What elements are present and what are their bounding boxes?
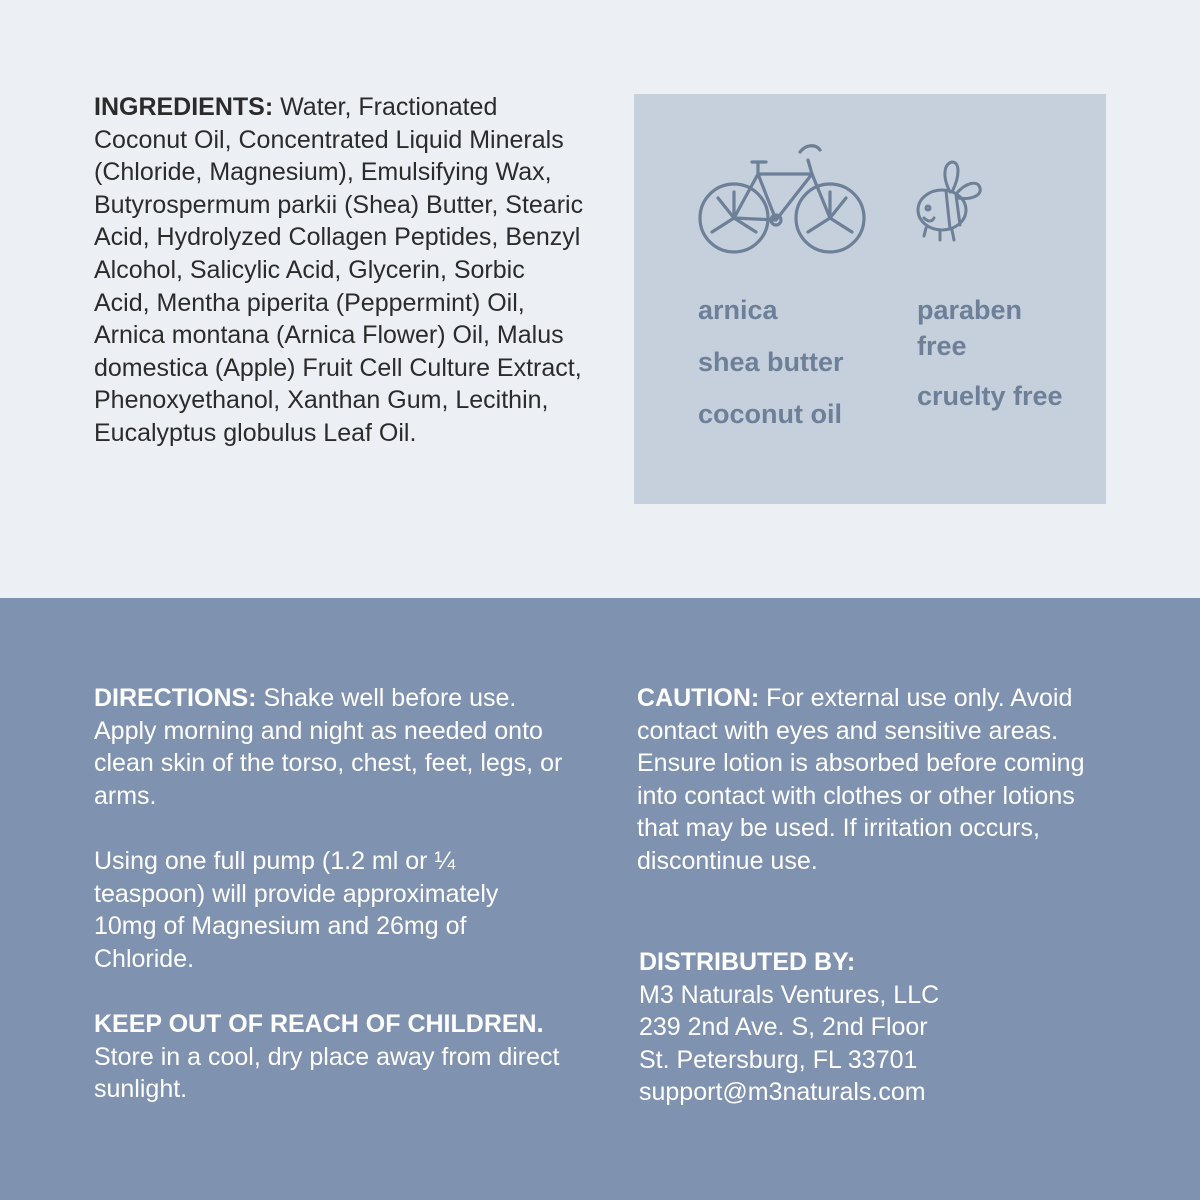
- keep-out-text: [94, 1008, 564, 1106]
- keep-out-heading: KEEP OUT OF REACH OF CHILDREN.: [94, 1010, 544, 1038]
- feature-shea-butter: shea butter: [698, 347, 844, 377]
- feature-cruelty-free: cruelty free: [917, 381, 1063, 411]
- distributor-block: [639, 946, 1119, 1109]
- distributor-name: M3 Naturals Ventures, LLC: [639, 980, 940, 1009]
- bicycle-icon: [696, 140, 868, 260]
- feature-arnica: arnica: [698, 295, 778, 325]
- ingredients-heading: INGREDIENTS:: [94, 93, 274, 121]
- keep-out-body: Store in a cool, dry place away from direct sunlight.: [94, 1042, 560, 1104]
- bee-icon: [912, 158, 986, 246]
- caution-text: [637, 682, 1117, 878]
- ingredients-panel: [0, 0, 1200, 598]
- distributor-email: support@m3naturals.com: [639, 1078, 926, 1107]
- ingredients-list: Water, Fractionated Coconut Oil, Concentrated Liquid Minerals (Chloride, Magnesium), Emulsifying Wax, Butyrospermum parkii (Shea) Butter, Stearic Acid, Hydrolyzed Collagen Peptides, Benzyl Alcohol, Salicylic Acid, Glycerin, Sorbic Acid, Mentha piperita (Peppermint) Oil, Arnica montana (Arnica Flower) Oil, Malus domestica (Apple) Fruit Cell Culture Extract, Phenoxyethanol, Xanthan Gum, Lecithin, Eucalyptus globulus Leaf Oil.: [94, 93, 584, 447]
- feature-coconut-oil: coconut oil: [698, 399, 842, 429]
- ingredients-text: [94, 91, 584, 450]
- distributor-address-line2: St. Petersburg, FL 33701: [639, 1045, 918, 1074]
- dosage-text: Using one full pump (1.2 ml or ¼ teaspoon) will provide approximately 10mg of Magnesium and 26mg of Chloride.: [94, 847, 499, 973]
- feature-badge-box: [634, 94, 1106, 504]
- caution-body: For external use only. Avoid contact with eyes and sensitive areas. Ensure lotion is absorbed before coming into contact with clothes or other lotions that may be used. If irritation occurs, discontinue use.: [637, 684, 1085, 875]
- distributor-heading: DISTRIBUTED BY:: [639, 948, 856, 976]
- directions-text: [94, 682, 564, 812]
- caution-heading: CAUTION:: [637, 684, 760, 712]
- directions-heading: DIRECTIONS:: [94, 684, 257, 712]
- distributor-address-line1: 239 2nd Ave. S, 2nd Floor: [639, 1013, 928, 1042]
- feature-paraben-free: paraben free: [917, 295, 1023, 361]
- directions-body: Shake well before use. Apply morning and night as needed onto clean skin of the torso, chest, feet, legs, or arms.: [94, 684, 563, 810]
